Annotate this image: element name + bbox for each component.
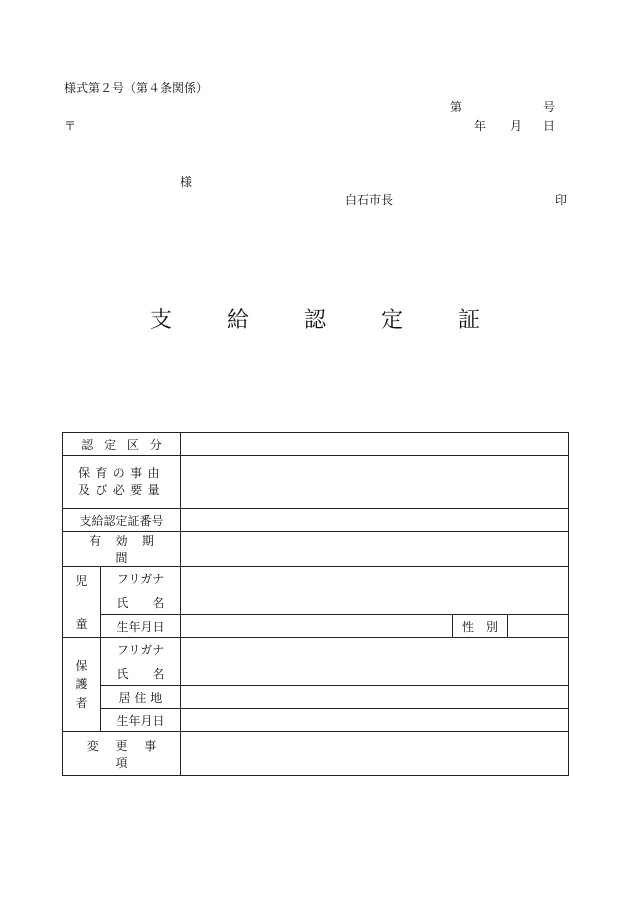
title-char: 給 xyxy=(226,308,249,333)
child-group-label xyxy=(63,567,101,638)
title-char: 証 xyxy=(457,308,480,333)
guardian-furigana-value xyxy=(181,638,569,662)
child-group-char: 童 xyxy=(75,617,88,631)
number-suffix: 号 xyxy=(543,100,556,114)
child-furigana-label: フリガナ xyxy=(101,567,181,591)
changes-label: 変更事項 xyxy=(63,732,181,776)
guardian-birthdate-value xyxy=(181,709,569,732)
date-month-label: 月 xyxy=(510,119,523,133)
guardian-group-label xyxy=(63,638,101,732)
guardian-birthdate-label: 生年月日 xyxy=(101,709,181,732)
postal-mark: 〒 xyxy=(64,119,77,133)
valid-period-label: 有効期間 xyxy=(63,532,181,567)
child-birthdate-value xyxy=(181,615,453,638)
childcare-reason-line2: 及び必要量 xyxy=(77,483,165,497)
address-label: 居 住 地 xyxy=(101,686,181,709)
valid-period-value xyxy=(181,532,569,567)
number-prefix: 第 xyxy=(450,100,463,114)
title-char: 定 xyxy=(380,308,403,333)
guardian-group-char: 者 xyxy=(75,695,88,710)
certificate-table xyxy=(62,432,569,776)
date-year-label: 年 xyxy=(474,119,487,133)
seal-mark: 印 xyxy=(555,193,568,207)
guardian-group-char: 護 xyxy=(75,677,88,692)
form-number-label: 様式第２号（第４条関係） xyxy=(64,81,209,95)
changes-value xyxy=(181,732,569,776)
certification-category-label: 認定区分 xyxy=(63,433,181,456)
title-char: 支 xyxy=(150,308,173,333)
gender-label: 性 別 xyxy=(453,615,508,638)
certificate-number-value xyxy=(181,509,569,532)
childcare-reason-label xyxy=(63,456,181,509)
date-day-label: 日 xyxy=(543,119,556,133)
issuer-label: 白石市長 xyxy=(345,193,394,207)
child-birthdate-label: 生年月日 xyxy=(101,615,181,638)
certificate-number-label: 支給認定証番号 xyxy=(63,509,181,532)
certification-category-value xyxy=(181,433,569,456)
document-title xyxy=(150,310,480,332)
guardian-name-value xyxy=(181,662,569,686)
guardian-group-char: 保 xyxy=(75,658,88,673)
guardian-furigana-label: フリガナ xyxy=(101,638,181,662)
gender-value xyxy=(508,615,569,638)
child-name-label: 氏 名 xyxy=(101,591,181,615)
addressee-suffix: 様 xyxy=(180,175,193,189)
title-char: 認 xyxy=(303,308,326,333)
guardian-name-label: 氏 名 xyxy=(101,662,181,686)
child-furigana-value xyxy=(181,567,569,591)
address-value xyxy=(181,686,569,709)
child-group-char: 児 xyxy=(75,574,88,588)
child-name-value xyxy=(181,591,569,615)
childcare-reason-value xyxy=(181,456,569,509)
childcare-reason-line1: 保育の事由 xyxy=(77,465,165,480)
